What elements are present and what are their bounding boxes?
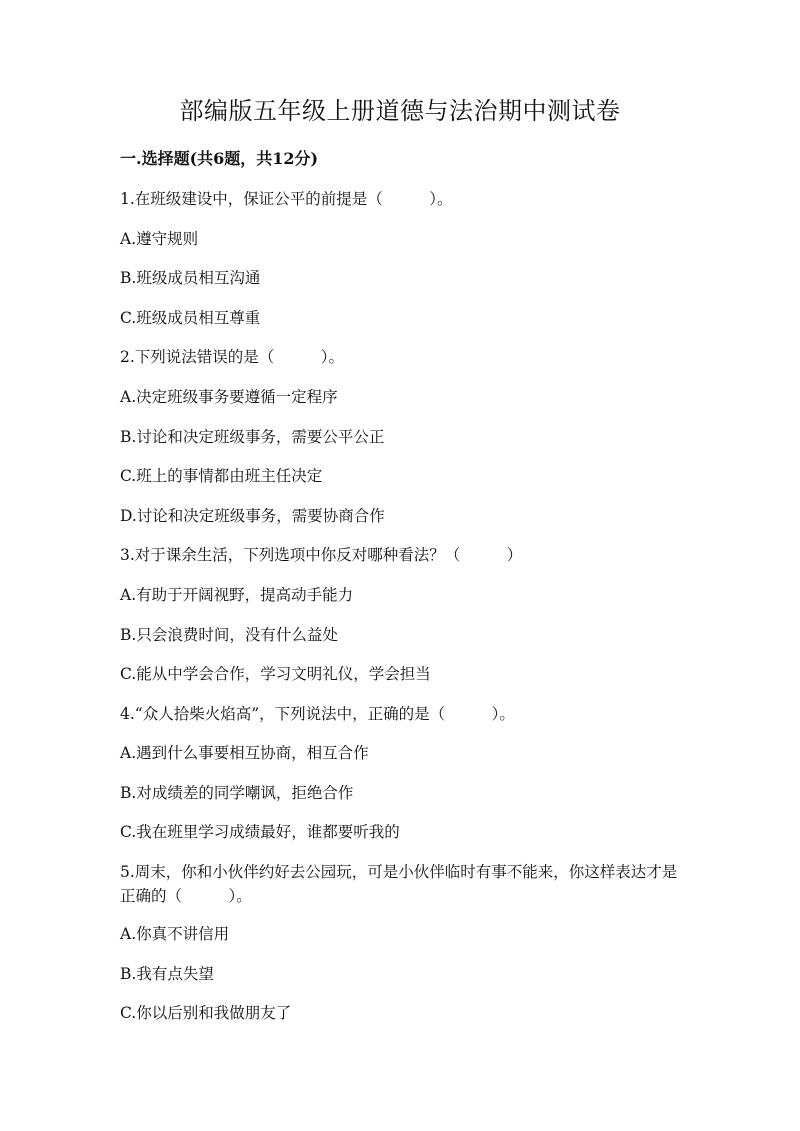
question-5-option-a: A.你真不讲信用 <box>120 925 230 943</box>
question-1-option-b: B.班级成员相互沟通 <box>120 269 261 287</box>
question-4-option-a: A.遇到什么事要相互协商，相互合作 <box>120 744 369 762</box>
question-4-option-c: C.我在班里学习成绩最好，谁都要听我的 <box>120 823 400 841</box>
question-3-stem: 3.对于课余生活，下列选项中你反对哪种看法？（ ） <box>120 546 523 564</box>
question-2-option-b: B.讨论和决定班级事务，需要公平公正 <box>120 428 385 446</box>
page-title: 部编版五年级上册道德与法治期中测试卷 <box>179 97 621 125</box>
question-1-stem: 1.在班级建设中，保证公平的前提是（ ）。 <box>120 190 453 208</box>
question-2-option-c: C.班上的事情都由班主任决定 <box>120 467 323 485</box>
question-4-stem: 4.“众人拾柴火焰高”，下列说法中，正确的是（ ）。 <box>120 705 515 723</box>
question-1-option-a: A.遵守规则 <box>120 230 199 248</box>
question-5-stem: 5.周末，你和小伙伴约好去公园玩，可是小伙伴临时有事不能来，你这样表达才是正确的（ ）。 <box>120 863 678 905</box>
question-2-option-d: D.讨论和决定班级事务，需要协商合作 <box>120 507 385 525</box>
section-heading: 一.选择题(共6题，共12分) <box>120 149 319 168</box>
question-1-option-c: C.班级成员相互尊重 <box>120 309 261 327</box>
question-3-option-c: C.能从中学会合作，学习文明礼仪，学会担当 <box>120 665 431 683</box>
question-4-option-b: B.对成绩差的同学嘲讽，拒绝合作 <box>120 784 354 802</box>
question-5-option-b: B.我有点失望 <box>120 965 214 983</box>
question-3-option-a: A.有助于开阔视野，提高动手能力 <box>120 586 354 604</box>
question-3-option-b: B.只会浪费时间，没有什么益处 <box>120 626 338 644</box>
question-2-stem: 2.下列说法错误的是（ ）。 <box>120 348 345 366</box>
question-2-option-a: A.决定班级事务要遵循一定程序 <box>120 388 338 406</box>
question-5-option-c: C.你以后别和我做朋友了 <box>120 1004 292 1022</box>
